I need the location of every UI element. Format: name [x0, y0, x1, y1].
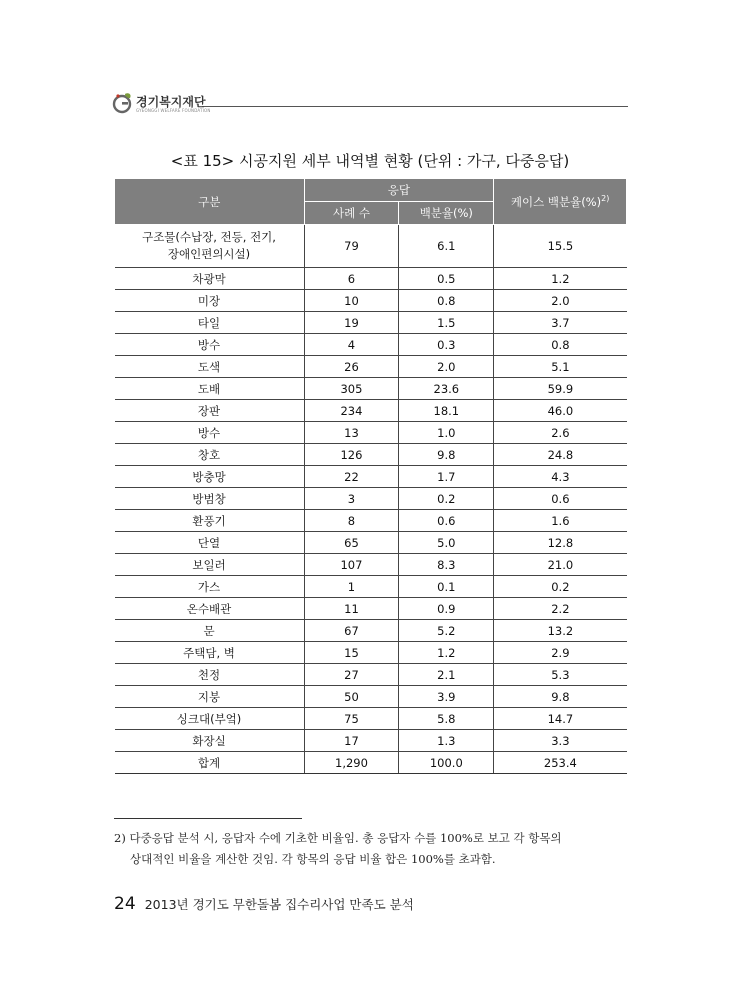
row-percent: 3.9	[399, 686, 494, 708]
row-percent: 23.6	[399, 378, 494, 400]
row-percent: 1.0	[399, 422, 494, 444]
row-category: 보일러	[115, 554, 305, 576]
org-name: 경기복지재단	[136, 95, 206, 109]
row-case-percent: 1.2	[494, 268, 627, 290]
table-title: <표 15> 시공지원 세부 내역별 현황 (단위 : 가구, 다중응답)	[170, 152, 570, 170]
table-row	[115, 400, 627, 422]
row-category: 도배	[115, 378, 305, 400]
org-subtitle: GYEONGGI WELFARE FOUNDATION	[136, 108, 211, 113]
row-case-percent: 2.6	[494, 422, 627, 444]
row-percent: 2.1	[399, 664, 494, 686]
row-percent: 8.3	[399, 554, 494, 576]
footnote-rule	[114, 818, 302, 819]
row-percent: 6.1	[399, 225, 494, 268]
table-row	[115, 708, 627, 730]
row-count: 11	[304, 598, 399, 620]
row-case-percent: 2.0	[494, 290, 627, 312]
row-category: 타일	[115, 312, 305, 334]
table-row	[115, 576, 627, 598]
row-count: 27	[304, 664, 399, 686]
row-category: 환풍기	[115, 510, 305, 532]
foundation-logo-icon	[112, 92, 134, 114]
row-category: 창호	[115, 444, 305, 466]
table-row	[115, 686, 627, 708]
row-percent: 1.7	[399, 466, 494, 488]
row-case-percent: 5.3	[494, 664, 627, 686]
table-row	[115, 554, 627, 576]
row-category: 문	[115, 620, 305, 642]
row-count: 3	[304, 488, 399, 510]
header-count: 사례 수	[304, 202, 399, 225]
table-row	[115, 268, 627, 290]
row-case-percent: 0.6	[494, 488, 627, 510]
row-percent: 2.0	[399, 356, 494, 378]
row-case-percent: 253.4	[494, 752, 627, 774]
row-count: 50	[304, 686, 399, 708]
row-count: 65	[304, 532, 399, 554]
footer-title: 2013년 경기도 무한돌봄 집수리사업 만족도 분석	[144, 897, 414, 912]
row-count: 1	[304, 576, 399, 598]
row-count: 107	[304, 554, 399, 576]
row-case-percent: 1.6	[494, 510, 627, 532]
row-count: 1,290	[304, 752, 399, 774]
row-category: 합계	[115, 752, 305, 774]
row-count: 13	[304, 422, 399, 444]
table-row	[115, 620, 627, 642]
row-case-percent: 0.2	[494, 576, 627, 598]
table-row	[115, 466, 627, 488]
row-percent: 0.2	[399, 488, 494, 510]
table-row	[115, 225, 627, 268]
row-count: 4	[304, 334, 399, 356]
table-row	[115, 334, 627, 356]
row-case-percent: 15.5	[494, 225, 627, 268]
row-category: 차광막	[115, 268, 305, 290]
row-percent: 1.5	[399, 312, 494, 334]
row-count: 15	[304, 642, 399, 664]
row-case-percent: 4.3	[494, 466, 627, 488]
row-count: 6	[304, 268, 399, 290]
row-category: 장판	[115, 400, 305, 422]
row-percent: 18.1	[399, 400, 494, 422]
row-case-percent: 9.8	[494, 686, 627, 708]
row-count: 17	[304, 730, 399, 752]
footnote	[114, 828, 628, 870]
table-row	[115, 730, 627, 752]
row-percent: 0.8	[399, 290, 494, 312]
row-count: 126	[304, 444, 399, 466]
row-percent: 0.6	[399, 510, 494, 532]
row-count: 8	[304, 510, 399, 532]
header-response: 응답	[304, 179, 494, 202]
row-count: 79	[304, 225, 399, 268]
header-case-percent: 케이스 백분율(%)$^{2)}$	[494, 179, 627, 225]
row-percent: 5.8	[399, 708, 494, 730]
row-percent: 5.0	[399, 532, 494, 554]
table-row	[115, 378, 627, 400]
header-percent: 백분율(%)	[399, 202, 494, 225]
row-category: 도색	[115, 356, 305, 378]
row-count: 26	[304, 356, 399, 378]
table-row	[115, 312, 627, 334]
table-row	[115, 532, 627, 554]
row-case-percent: 24.8	[494, 444, 627, 466]
table-row	[115, 290, 627, 312]
footnote-line-1: 2) 다중응답 분석 시, 응답자 수에 기초한 비율임. 총 응답자 수를 100%로 보고 각 항목의	[114, 831, 562, 845]
row-category: 온수배관	[115, 598, 305, 620]
row-count: 234	[304, 400, 399, 422]
row-percent: 1.3	[399, 730, 494, 752]
footnote-line-2: 상대적인 비율을 계산한 것임. 각 항목의 응답 비율 합은 100%를 초과함.	[130, 852, 496, 866]
row-percent: 0.1	[399, 576, 494, 598]
row-case-percent: 21.0	[494, 554, 627, 576]
row-case-percent: 12.8	[494, 532, 627, 554]
row-category	[115, 225, 305, 268]
row-count: 22	[304, 466, 399, 488]
row-category-line: 구조물(수납장, 전등, 전기,	[142, 230, 276, 244]
row-category: 천정	[115, 664, 305, 686]
row-count: 19	[304, 312, 399, 334]
table-row	[115, 510, 627, 532]
row-category: 화장실	[115, 730, 305, 752]
row-category: 방수	[115, 422, 305, 444]
row-case-percent: 0.8	[494, 334, 627, 356]
table-total-row	[115, 752, 627, 774]
table-row	[115, 422, 627, 444]
table-row	[115, 642, 627, 664]
row-case-percent: 59.9	[494, 378, 627, 400]
row-case-percent: 46.0	[494, 400, 627, 422]
row-category: 단열	[115, 532, 305, 554]
page-number: 24	[114, 894, 136, 914]
row-percent: 5.2	[399, 620, 494, 642]
row-count: 67	[304, 620, 399, 642]
row-category: 방범창	[115, 488, 305, 510]
row-count: 75	[304, 708, 399, 730]
row-percent: 1.2	[399, 642, 494, 664]
row-category: 싱크대(부엌)	[115, 708, 305, 730]
row-category-line: 장애인편의시설)	[167, 247, 251, 261]
row-percent: 0.5	[399, 268, 494, 290]
row-percent: 9.8	[399, 444, 494, 466]
row-count: 10	[304, 290, 399, 312]
row-category: 방충망	[115, 466, 305, 488]
row-percent: 0.3	[399, 334, 494, 356]
header-category: 구분	[115, 179, 305, 225]
row-case-percent: 3.7	[494, 312, 627, 334]
row-category: 방수	[115, 334, 305, 356]
table-row	[115, 356, 627, 378]
row-case-percent: 2.2	[494, 598, 627, 620]
row-case-percent: 2.9	[494, 642, 627, 664]
row-category: 미장	[115, 290, 305, 312]
row-percent: 100.0	[399, 752, 494, 774]
row-category: 주택담, 벽	[115, 642, 305, 664]
page-header	[112, 92, 628, 118]
row-category: 가스	[115, 576, 305, 598]
table-row	[115, 488, 627, 510]
table-row	[115, 444, 627, 466]
header-rule	[204, 106, 628, 107]
data-table	[114, 178, 627, 774]
row-case-percent: 5.1	[494, 356, 627, 378]
row-case-percent: 14.7	[494, 708, 627, 730]
row-category: 지붕	[115, 686, 305, 708]
row-count: 305	[304, 378, 399, 400]
table-row	[115, 664, 627, 686]
table-row	[115, 598, 627, 620]
row-case-percent: 3.3	[494, 730, 627, 752]
page-footer	[114, 894, 414, 914]
row-case-percent: 13.2	[494, 620, 627, 642]
row-percent: 0.9	[399, 598, 494, 620]
